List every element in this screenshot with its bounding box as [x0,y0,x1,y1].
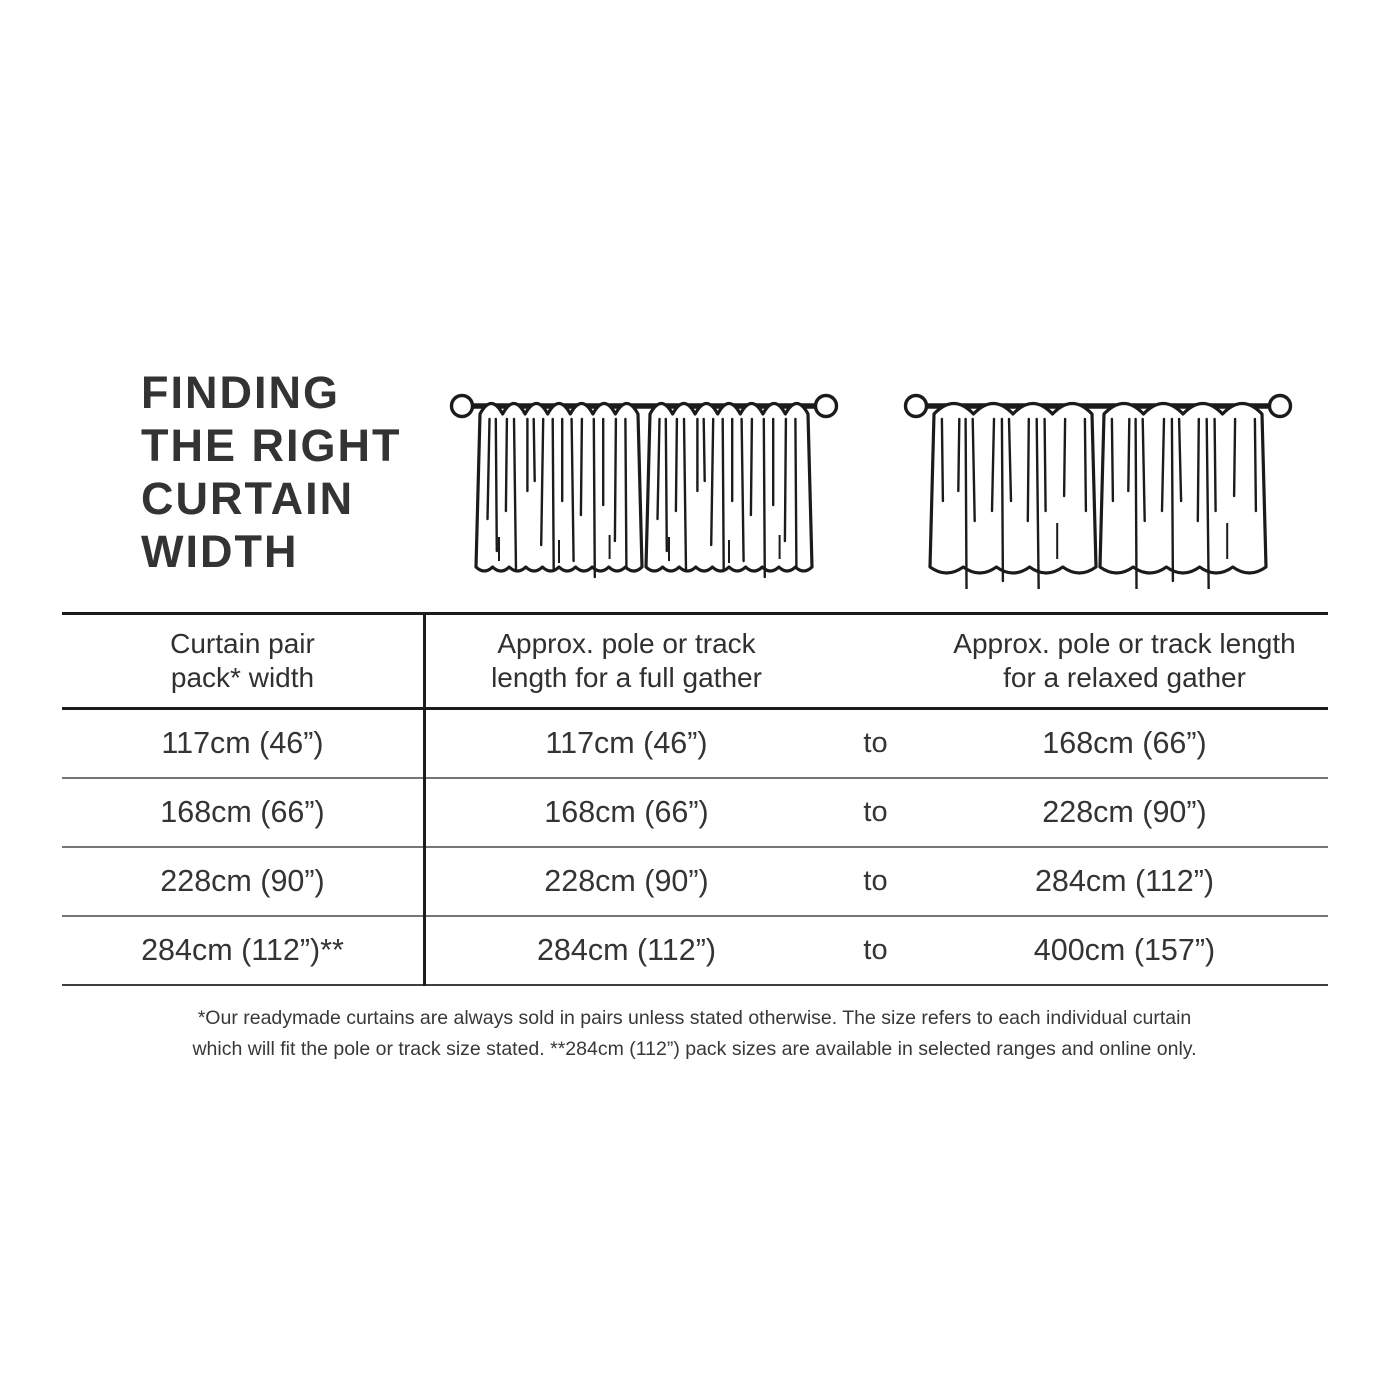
cell-to: to [863,796,888,828]
cell-to: to [863,727,888,759]
column-divider [423,612,426,986]
table-row [62,779,1328,848]
cell-full-gather: 228cm (90”) [544,864,709,898]
cell-full-gather: 168cm (66”) [544,795,709,829]
footnote-line: which will fit the pole or track size stated. **284cm (112”) pack sizes are available in selected ranges and online only. [192,1038,1197,1060]
size-table [62,612,1328,986]
cell-pack-width: 168cm (66”) [160,795,325,829]
cell-relaxed-gather: 284cm (112”) [1034,864,1215,898]
cell-pack-width: 117cm (46”) [161,726,324,760]
cell-to: to [863,865,888,897]
table-row [62,848,1328,917]
header-full-gather: Approx. pole or track length for a full gather [491,628,762,693]
cell-relaxed-gather: 228cm (90”) [1042,795,1207,829]
cell-pack-width: 228cm (90”) [160,864,325,898]
relaxed-gather-curtains-illustration [902,377,1294,589]
header-pack-width: Curtain pair pack* width [170,628,315,693]
cell-full-gather: 284cm (112”) [536,933,717,967]
table-row [62,710,1328,779]
table-row [62,917,1328,986]
cell-pack-width: 284cm (112”)** [141,933,344,967]
page-title [141,366,402,578]
page-title-line: THE RIGHT [141,420,402,471]
cell-relaxed-gather: 400cm (157”) [1033,933,1216,967]
page-title-line: FINDING [141,367,340,418]
page-title-line: WIDTH [141,526,299,577]
footnote-line: *Our readymade curtains are always sold in pairs unless stated otherwise. The size refers to each individual curtain [197,1007,1192,1029]
page-title-line: CURTAIN [141,473,355,524]
cell-full-gather: 117cm (46”) [545,726,708,760]
footnote [0,1003,1389,1065]
header-relaxed-gather: Approx. pole or track length for a relaxed gather [953,628,1296,693]
full-gather-curtains-illustration [448,377,840,589]
cell-to: to [863,934,888,966]
table-header-row [62,612,1328,710]
cell-relaxed-gather: 168cm (66”) [1042,726,1207,760]
